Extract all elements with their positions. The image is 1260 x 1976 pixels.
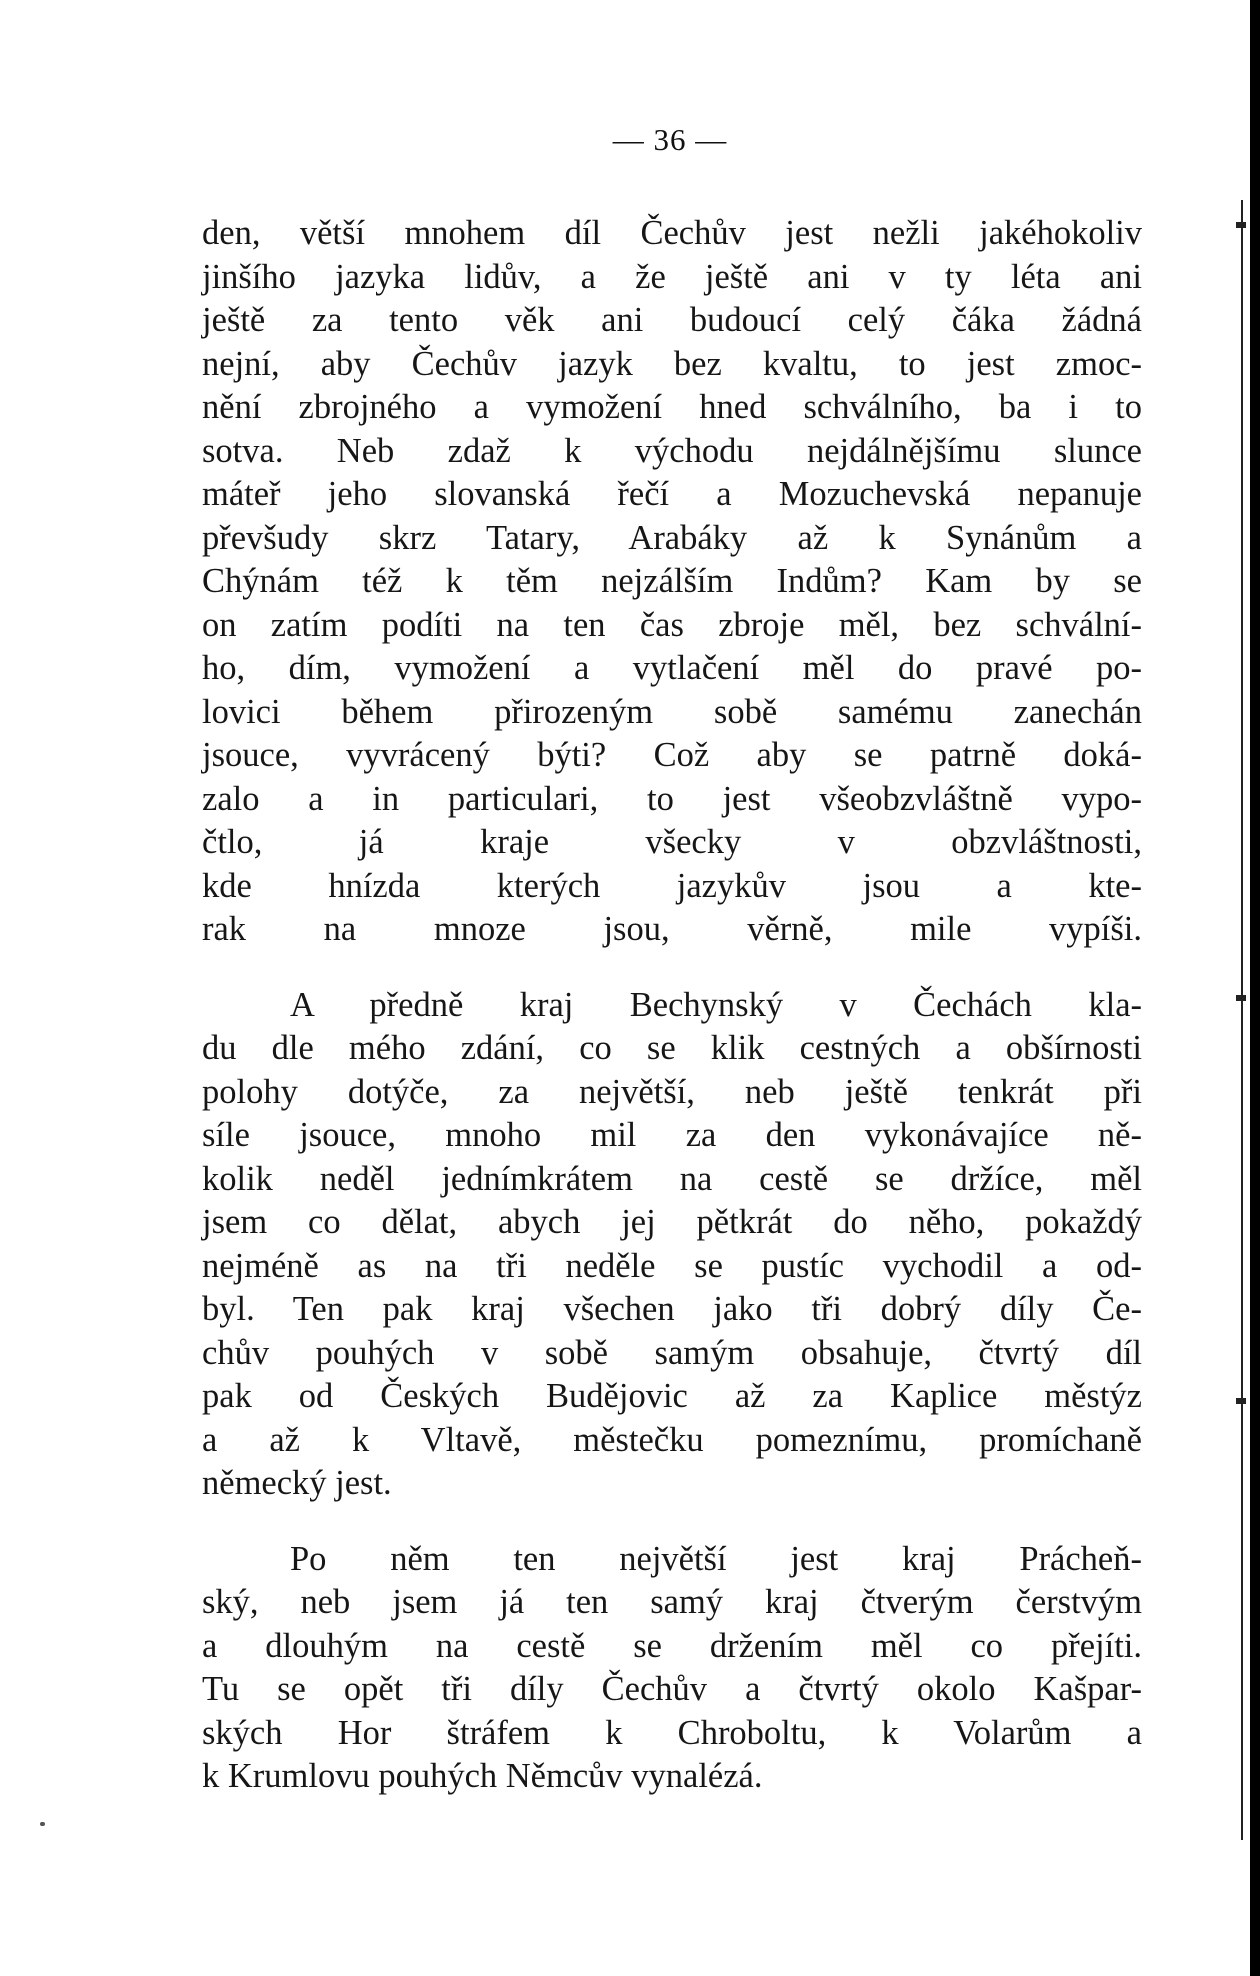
text-line: převšudy skrz Tatary, Arabáky až k Synánům a xyxy=(202,518,1142,557)
text-line: a až k Vltavě, městečku pomeznímu, promíchaně xyxy=(202,1420,1142,1459)
text-line: nejméně as na tři neděle se pustíc vychodil a od- xyxy=(202,1246,1142,1285)
text-line: A předně kraj Bechynský v Čechách kla- xyxy=(290,985,1142,1024)
text-line: on zatím podíti na ten čas zbroje měl, bez schvální- xyxy=(202,605,1142,644)
page-edge-right xyxy=(1250,0,1260,1976)
paragraph-3 xyxy=(202,1538,1142,1799)
binding-tick xyxy=(1236,1398,1246,1404)
text-line: máteř jeho slovanská řečí a Mozuchevská nepanuje xyxy=(202,475,1142,513)
paragraph-1 xyxy=(202,212,1142,952)
page-number: — 36 — xyxy=(612,122,728,157)
page-speck xyxy=(40,1822,45,1826)
text-line: jinšího jazyka lidův, a že ještě ani v ty léta ani xyxy=(202,257,1142,296)
text-line: byl. Ten pak kraj všechen jako tři dobrý díly Če- xyxy=(202,1290,1142,1328)
text-line: Po něm ten největší jest kraj Prácheň- xyxy=(290,1539,1142,1578)
paragraph-gap xyxy=(202,1506,1142,1538)
text-line: sotva. Neb zdaž k východu nejdálnějšímu slunce xyxy=(202,431,1142,470)
text-line: jsem co dělat, abych jej pětkrát do něho, pokaždý xyxy=(202,1203,1142,1241)
text-line: ještě za tento věk ani budoucí celý čáka žádná xyxy=(202,301,1142,339)
text-line: čtlo, já kraje všecky v obzvláštnosti, xyxy=(202,823,1142,861)
binding-tick xyxy=(1236,995,1246,1001)
binding-line xyxy=(1241,200,1243,1840)
text-line: Chýnám též k těm nejzálším Indům? Kam by se xyxy=(202,562,1142,600)
text-line: ho, dím, vymožení a vytlačení měl do pravé po- xyxy=(202,649,1142,687)
text-line: ský, neb jsem já ten samý kraj čtverým čerstvým xyxy=(202,1583,1142,1621)
text-line: Tu se opět tři díly Čechův a čtvrtý okolo Kašpar- xyxy=(202,1670,1142,1708)
text-line: německý jest. xyxy=(202,1464,392,1502)
text-line: a dlouhým na cestě se držením měl co přejíti. xyxy=(202,1626,1142,1665)
text-line: polohy dotýče, za největší, neb ještě tenkrát při xyxy=(202,1072,1142,1111)
paragraph-gap xyxy=(202,952,1142,984)
text-line: nění zbrojného a vymožení hned schválního, ba i to xyxy=(202,388,1142,426)
text-line: ských Hor štráfem k Chroboltu, k Volarům a xyxy=(202,1713,1142,1752)
text-line: lovici během přirozeným sobě samému zanechán xyxy=(202,692,1142,731)
text-line: rak na mnoze jsou, věrně, mile vypíši. xyxy=(202,910,1142,948)
text-line: du dle mého zdání, co se klik cestných a obšírnosti xyxy=(202,1029,1142,1067)
paragraph-2 xyxy=(202,984,1142,1506)
body-text xyxy=(202,212,1142,1799)
text-line: zalo a in particulari, to jest všeobzvláštně vypo- xyxy=(202,779,1142,818)
text-line: nejní, aby Čechův jazyk bez kvaltu, to jest zmoc- xyxy=(202,344,1142,383)
text-line: pak od Českých Budějovic až za Kaplice městýz xyxy=(202,1377,1142,1415)
text-line: jsouce, vyvrácený býti? Což aby se patrně doká- xyxy=(202,736,1142,774)
text-line: den, větší mnohem díl Čechův jest nežli jakéhokoliv xyxy=(202,214,1142,252)
text-line: chův pouhých v sobě samým obsahuje, čtvrtý díl xyxy=(202,1333,1142,1372)
text-line: síle jsouce, mnoho mil za den vykonávajíce ně- xyxy=(202,1116,1142,1154)
text-line: kolik neděl jednímkrátem na cestě se držíce, měl xyxy=(202,1159,1142,1198)
binding-tick xyxy=(1236,222,1246,228)
text-line: kde hnízda kterých jazykův jsou a kte- xyxy=(202,866,1142,905)
text-line: k Krumlovu pouhých Němcův vynalézá. xyxy=(202,1757,763,1795)
